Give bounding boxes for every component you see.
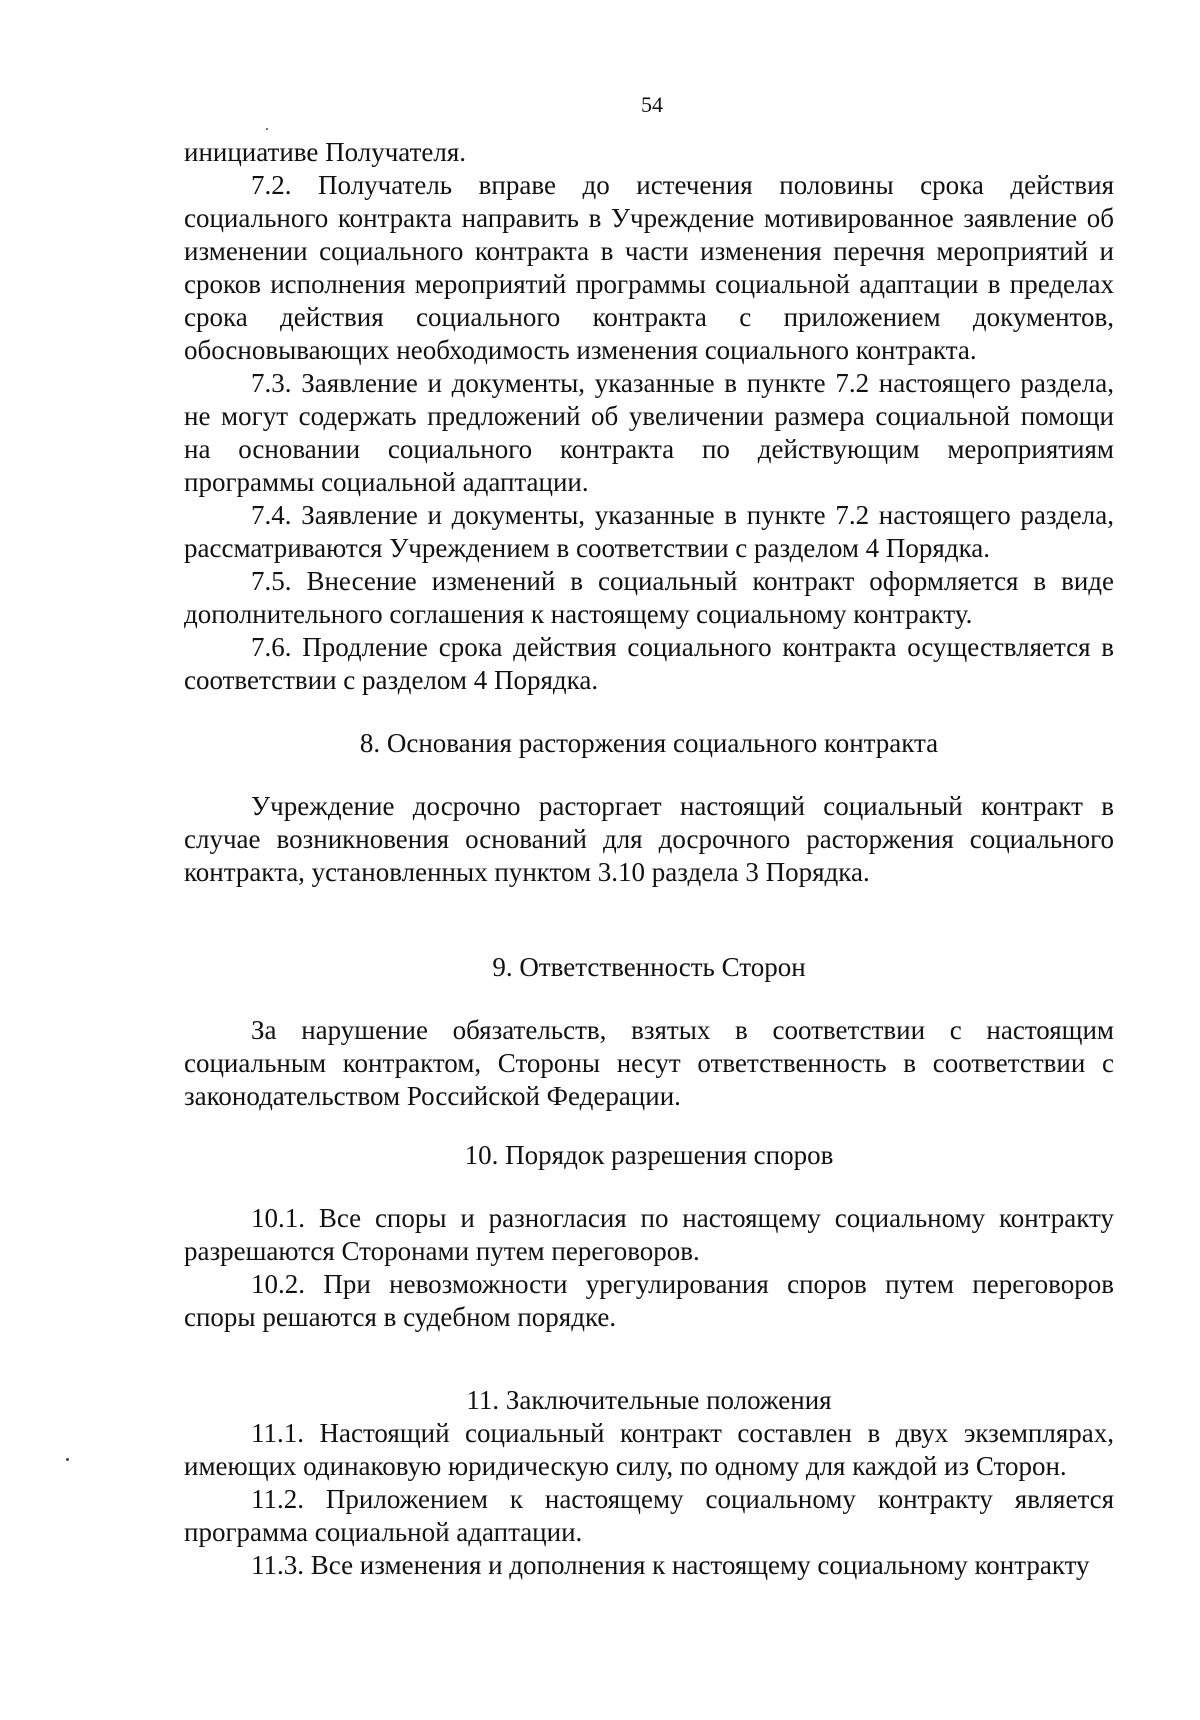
spacer [184, 1113, 1114, 1139]
page-number: 54 [641, 92, 663, 117]
paragraph: инициативе Получателя. [184, 137, 467, 167]
section-heading-10: 10. Порядок разрешения споров [464, 1140, 834, 1170]
spacer [184, 984, 1114, 1014]
scan-speck [66, 1458, 69, 1461]
spacer [184, 1334, 1114, 1384]
spacer [184, 760, 1114, 790]
paragraph-11-2: 11.2. Приложением к настоящему социальному контракту является программа социальной адаптации. [184, 1484, 1114, 1547]
section-heading-8: 8. Основания расторжения социального контракта [359, 728, 939, 758]
scan-speck [266, 128, 268, 130]
paragraph-10-2: 10.2. При невозможности урегулирования споров путем переговоров споры решаются в судебном порядке. [184, 1269, 1114, 1332]
paragraph-11-3: 11.3. Все изменения и дополнения к настоящему социальному контракту [251, 1550, 1090, 1580]
paragraph-7-5: 7.5. Внесение изменений в социальный контракт оформляется в виде дополнительного соглашения к настоящему социальному контракту. [184, 566, 1114, 629]
section-heading-9: 9. Ответственность Сторон [492, 952, 806, 982]
paragraph-10-1: 10.1. Все споры и разногласия по настоящему социальному контракту разрешаются Сторонами путем переговоров. [184, 1203, 1114, 1266]
document-body [184, 136, 1114, 1582]
paragraph-7-3: 7.3. Заявление и документы, указанные в пункте 7.2 настоящего раздела, не могут содержать предложений об увеличении размера социальной помощи на основании социального контракта по действующим мероприятиям программы социальной адаптации. [184, 368, 1114, 497]
spacer [184, 1172, 1114, 1202]
paragraph-8: Учреждение досрочно расторгает настоящий социальный контракт в случае возникновения оснований для досрочного расторжения социального контракта, установленных пунктом 3.10 раздела 3 Порядка. [184, 791, 1114, 887]
paragraph-11-1: 11.1. Настоящий социальный контракт составлен в двух экземплярах, имеющих одинаковую юридическую силу, по одному для каждой из Сторон. [184, 1418, 1114, 1481]
spacer [184, 889, 1114, 951]
paragraph-7-6: 7.6. Продление срока действия социального контракта осуществляется в соответствии с разделом 4 Порядка. [184, 632, 1114, 695]
spacer [184, 697, 1114, 727]
paragraph-9: За нарушение обязательств, взятых в соответствии с настоящим социальным контрактом, Стороны несут ответственность в соответствии с законодательством Российской Федерации. [184, 1015, 1114, 1111]
section-heading-11: 11. Заключительные положения [466, 1385, 832, 1415]
paragraph-7-4: 7.4. Заявление и документы, указанные в пункте 7.2 настоящего раздела, рассматриваются Учреждением в соответствии с разделом 4 Порядка. [184, 500, 1114, 563]
paragraph-7-2: 7.2. Получатель вправе до истечения половины срока действия социального контракта направить в Учреждение мотивированное заявление об изменении социального контракта в части изменения перечня мероприятий и сроков исполнения мероприятий программы социальной адаптации в пределах срока действия социального контракта с приложением документов, обосновывающих необходимость изменения социального контракта. [184, 170, 1114, 365]
